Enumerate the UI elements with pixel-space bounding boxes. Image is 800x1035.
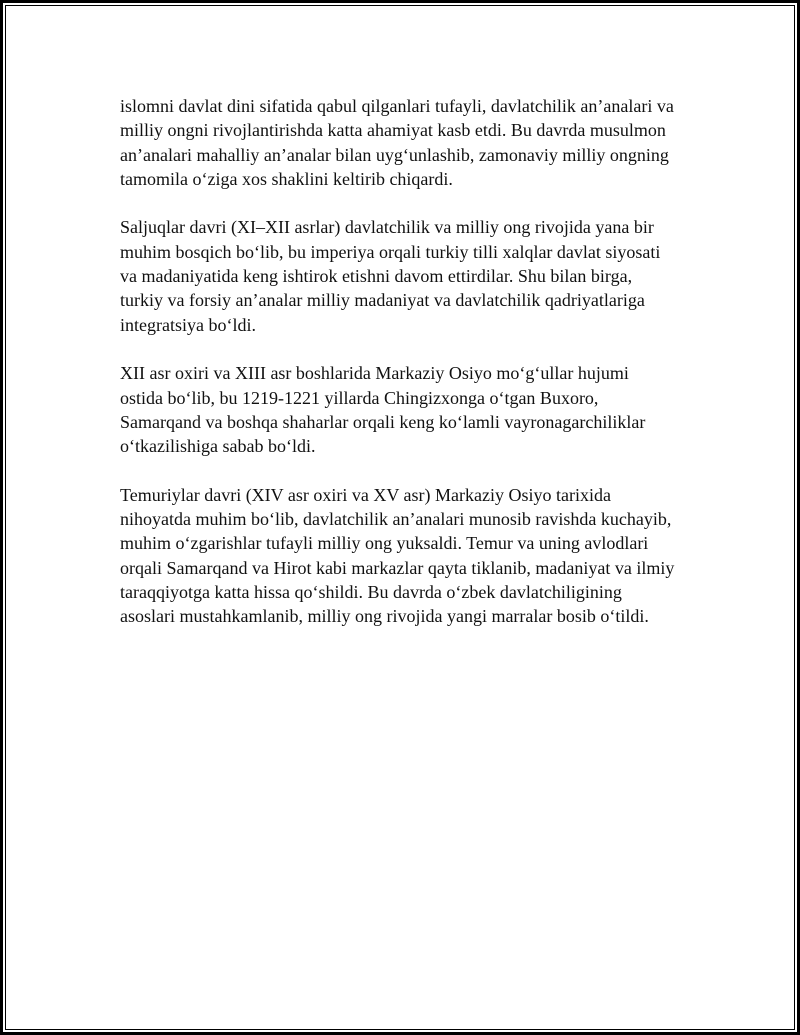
text-line: nihoyatda muhim bo‘lib, davlatchilik an’analari munosib ravishda kuchayib, — [120, 509, 672, 530]
paragraph-islam-era — [120, 94, 700, 191]
text-line: orqali Samarqand va Hirot kabi markazlar qayta tiklanib, madaniyat va ilmiy — [120, 557, 675, 578]
text-line: asoslari mustahkamlanib, milliy ong rivojida yangi marralar bosib o‘tildi. — [120, 606, 649, 627]
text-line: Temuriylar davri (XIV asr oxiri va XV asr) Markaziy Osiyo tarixida — [120, 484, 611, 505]
text-line: ostida bo‘lib, bu 1219-1221 yillarda Chingizxonga o‘tgan Buxoro, — [120, 387, 599, 408]
text-line: muhim bosqich bo‘lib, bu imperiya orqali turkiy tilli xalqlar davlat siyosati — [120, 241, 661, 262]
text-line: XII asr oxiri va XIII asr boshlarida Markaziy Osiyo mo‘g‘ullar hujumi — [120, 363, 629, 384]
text-line: milliy ongni rivojlantirishda katta ahamiyat kasb etdi. Bu davrda musulmon — [120, 120, 666, 141]
text-line: an’analari mahalliy an’analar bilan uyg‘unlashib, zamonaviy milliy ongning — [120, 144, 669, 165]
document-body — [120, 94, 700, 653]
text-line: turkiy va forsiy an’analar milliy madaniyat va davlatchilik qadriyatlariga — [120, 290, 645, 311]
paragraph-timurid-era — [120, 483, 700, 629]
text-line: taraqqiyotga katta hissa qo‘shildi. Bu davrda o‘zbek davlatchiligining — [120, 581, 622, 602]
text-line: Saljuqlar davri (XI–XII asrlar) davlatchilik va milliy ong rivojida yana bir — [120, 217, 654, 238]
text-line: islomni davlat dini sifatida qabul qilganlari tufayli, davlatchilik an’analari va — [120, 96, 674, 116]
text-line: tamomila o‘ziga xos shaklini keltirib chiqardi. — [120, 168, 453, 189]
paragraph-seljuk-era — [120, 215, 700, 336]
text-line: Samarqand va boshqa shaharlar orqali keng ko‘lamli vayronagarchiliklar — [120, 411, 646, 432]
text-line: integratsiya bo‘ldi. — [120, 314, 256, 335]
paragraph-mongol-era — [120, 361, 700, 458]
text-line: va madaniyatida keng ishtirok etishni davom ettirdilar. Shu bilan birga, — [120, 266, 633, 287]
text-line: muhim o‘zgarishlar tufayli milliy ong yuksaldi. Temur va uning avlodlari — [120, 533, 649, 554]
text-line: o‘tkazilishiga sabab bo‘ldi. — [120, 436, 316, 457]
